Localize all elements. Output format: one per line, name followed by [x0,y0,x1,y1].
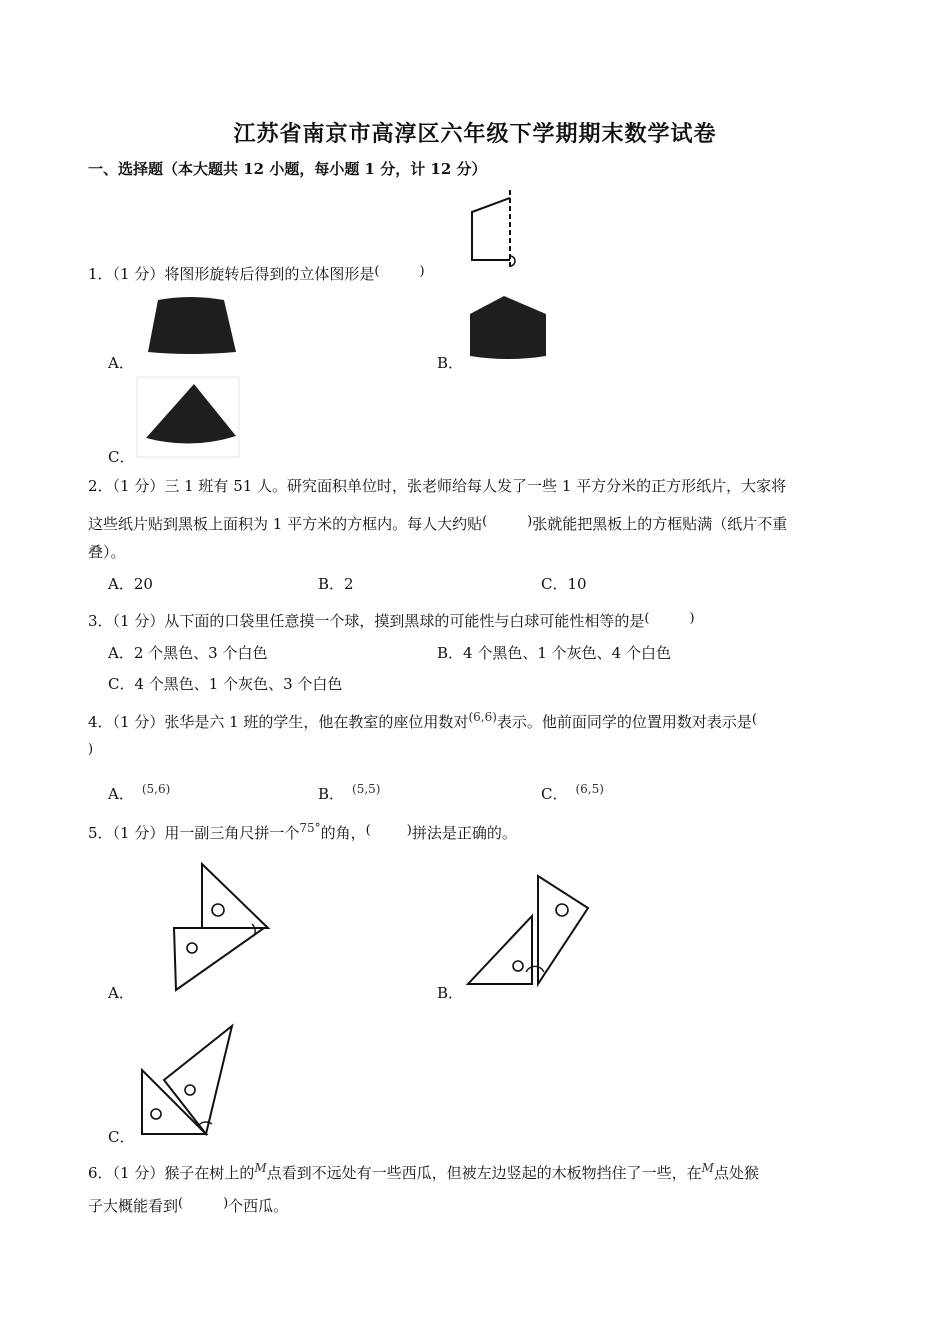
q1-option-c-label[interactable]: C． [108,448,135,466]
q2-option-b[interactable]: B．2 [318,575,354,593]
question-1 [88,262,425,284]
q5-option-b-triangles-image[interactable] [462,868,602,992]
q3-option-a[interactable]: A．2 个黑色、3 个白色 [108,644,268,662]
page-title: 江苏省南京市高淳区六年级下学期期末数学试卷 [233,121,717,147]
q5-option-c-label[interactable]: C． [108,1128,135,1146]
q4-option-c-value: (6,5) [575,782,604,796]
q1-option-b-cone-cylinder-image[interactable] [462,292,552,364]
q1-shape-figure [462,186,522,274]
q5-option-a-label[interactable]: A． [108,984,134,1002]
q6-answer-paren[interactable]: ( ) [178,1196,229,1211]
q4-option-a-value: (5,6) [141,782,171,796]
q5-answer-paren[interactable]: ( ) [365,823,412,838]
q6-point-m: M [254,1161,267,1175]
q3-answer-paren[interactable]: ( ) [644,611,695,626]
q3-option-c[interactable]: C．4 个黑色、1 个灰色、3 个白色 [108,675,343,693]
q5-option-c-triangles-image[interactable] [136,1020,246,1140]
q4-option-c[interactable]: C． (6,5) [541,782,604,803]
q5-option-a-triangles-image[interactable] [136,846,276,996]
q2-line-3: 叠）。 [88,543,126,561]
q5-angle: 75° [299,821,321,835]
q1-option-c-cone-image[interactable] [136,376,240,458]
q6-line-2: 子大概能看到( )个西瓜。 [88,1196,289,1215]
q2-line-1: 2．（1 分）三 1 班有 51 人。研究面积单位时，张老师给每人发了一些 1 平方分米的正方形纸片，大家将 [88,477,787,495]
q4-paren-close[interactable]: ) [88,742,94,757]
q1-answer-paren[interactable]: ( ) [374,264,425,279]
q1-text: 1．（1 分）将图形旋转后得到的立体图形是 [88,265,375,283]
q5-option-b-label[interactable]: B． [437,984,464,1002]
q4-option-a[interactable]: A． (5,6) [108,782,171,803]
q4-paren-open[interactable]: ( [751,712,757,727]
q4-option-b[interactable]: B． (5,5) [318,782,381,803]
q6-point-m-2: M [701,1161,714,1175]
q4-line-1: 4．（1 分）张华是六 1 班的学生，他在教室的座位用数对(6,6)表示。他前面同学的位置用数对表示是( [88,707,757,732]
q2-line-2: 这些纸片贴到黑板上面积为 1 平方米的方框内。每人大约贴( )张就能把黑板上的方框贴满（纸片不重 [88,514,788,533]
q2-answer-paren[interactable]: ( ) [482,514,533,529]
q4-seat-pair: (6,6) [468,710,497,724]
q2-option-c[interactable]: C．10 [541,575,587,593]
q4-option-b-value: (5,5) [352,782,381,796]
q1-option-a-label[interactable]: A． [108,354,134,372]
question-5: 5．（1 分）用一副三角尺拼一个75°的角，( )拼法是正确的。 [88,818,517,843]
q6-line-1: 6．（1 分）猴子在树上的M点看到不远处有一些西瓜，但被左边竖起的木板物挡住了一些，在M点处猴 [88,1158,759,1183]
question-3: 3．（1 分）从下面的口袋里任意摸一个球，摸到黑球的可能性与白球可能性相等的是( ) [88,611,695,630]
q1-option-a-frustum-image[interactable] [140,292,240,360]
section-heading: 一、选择题（本大题共 12 小题，每小题 1 分，计 12 分） [88,160,487,178]
q2-option-a[interactable]: A．20 [108,575,153,593]
q3-option-b[interactable]: B．4 个黑色、1 个灰色、4 个白色 [437,644,671,662]
q1-option-b-label[interactable]: B． [437,354,464,372]
